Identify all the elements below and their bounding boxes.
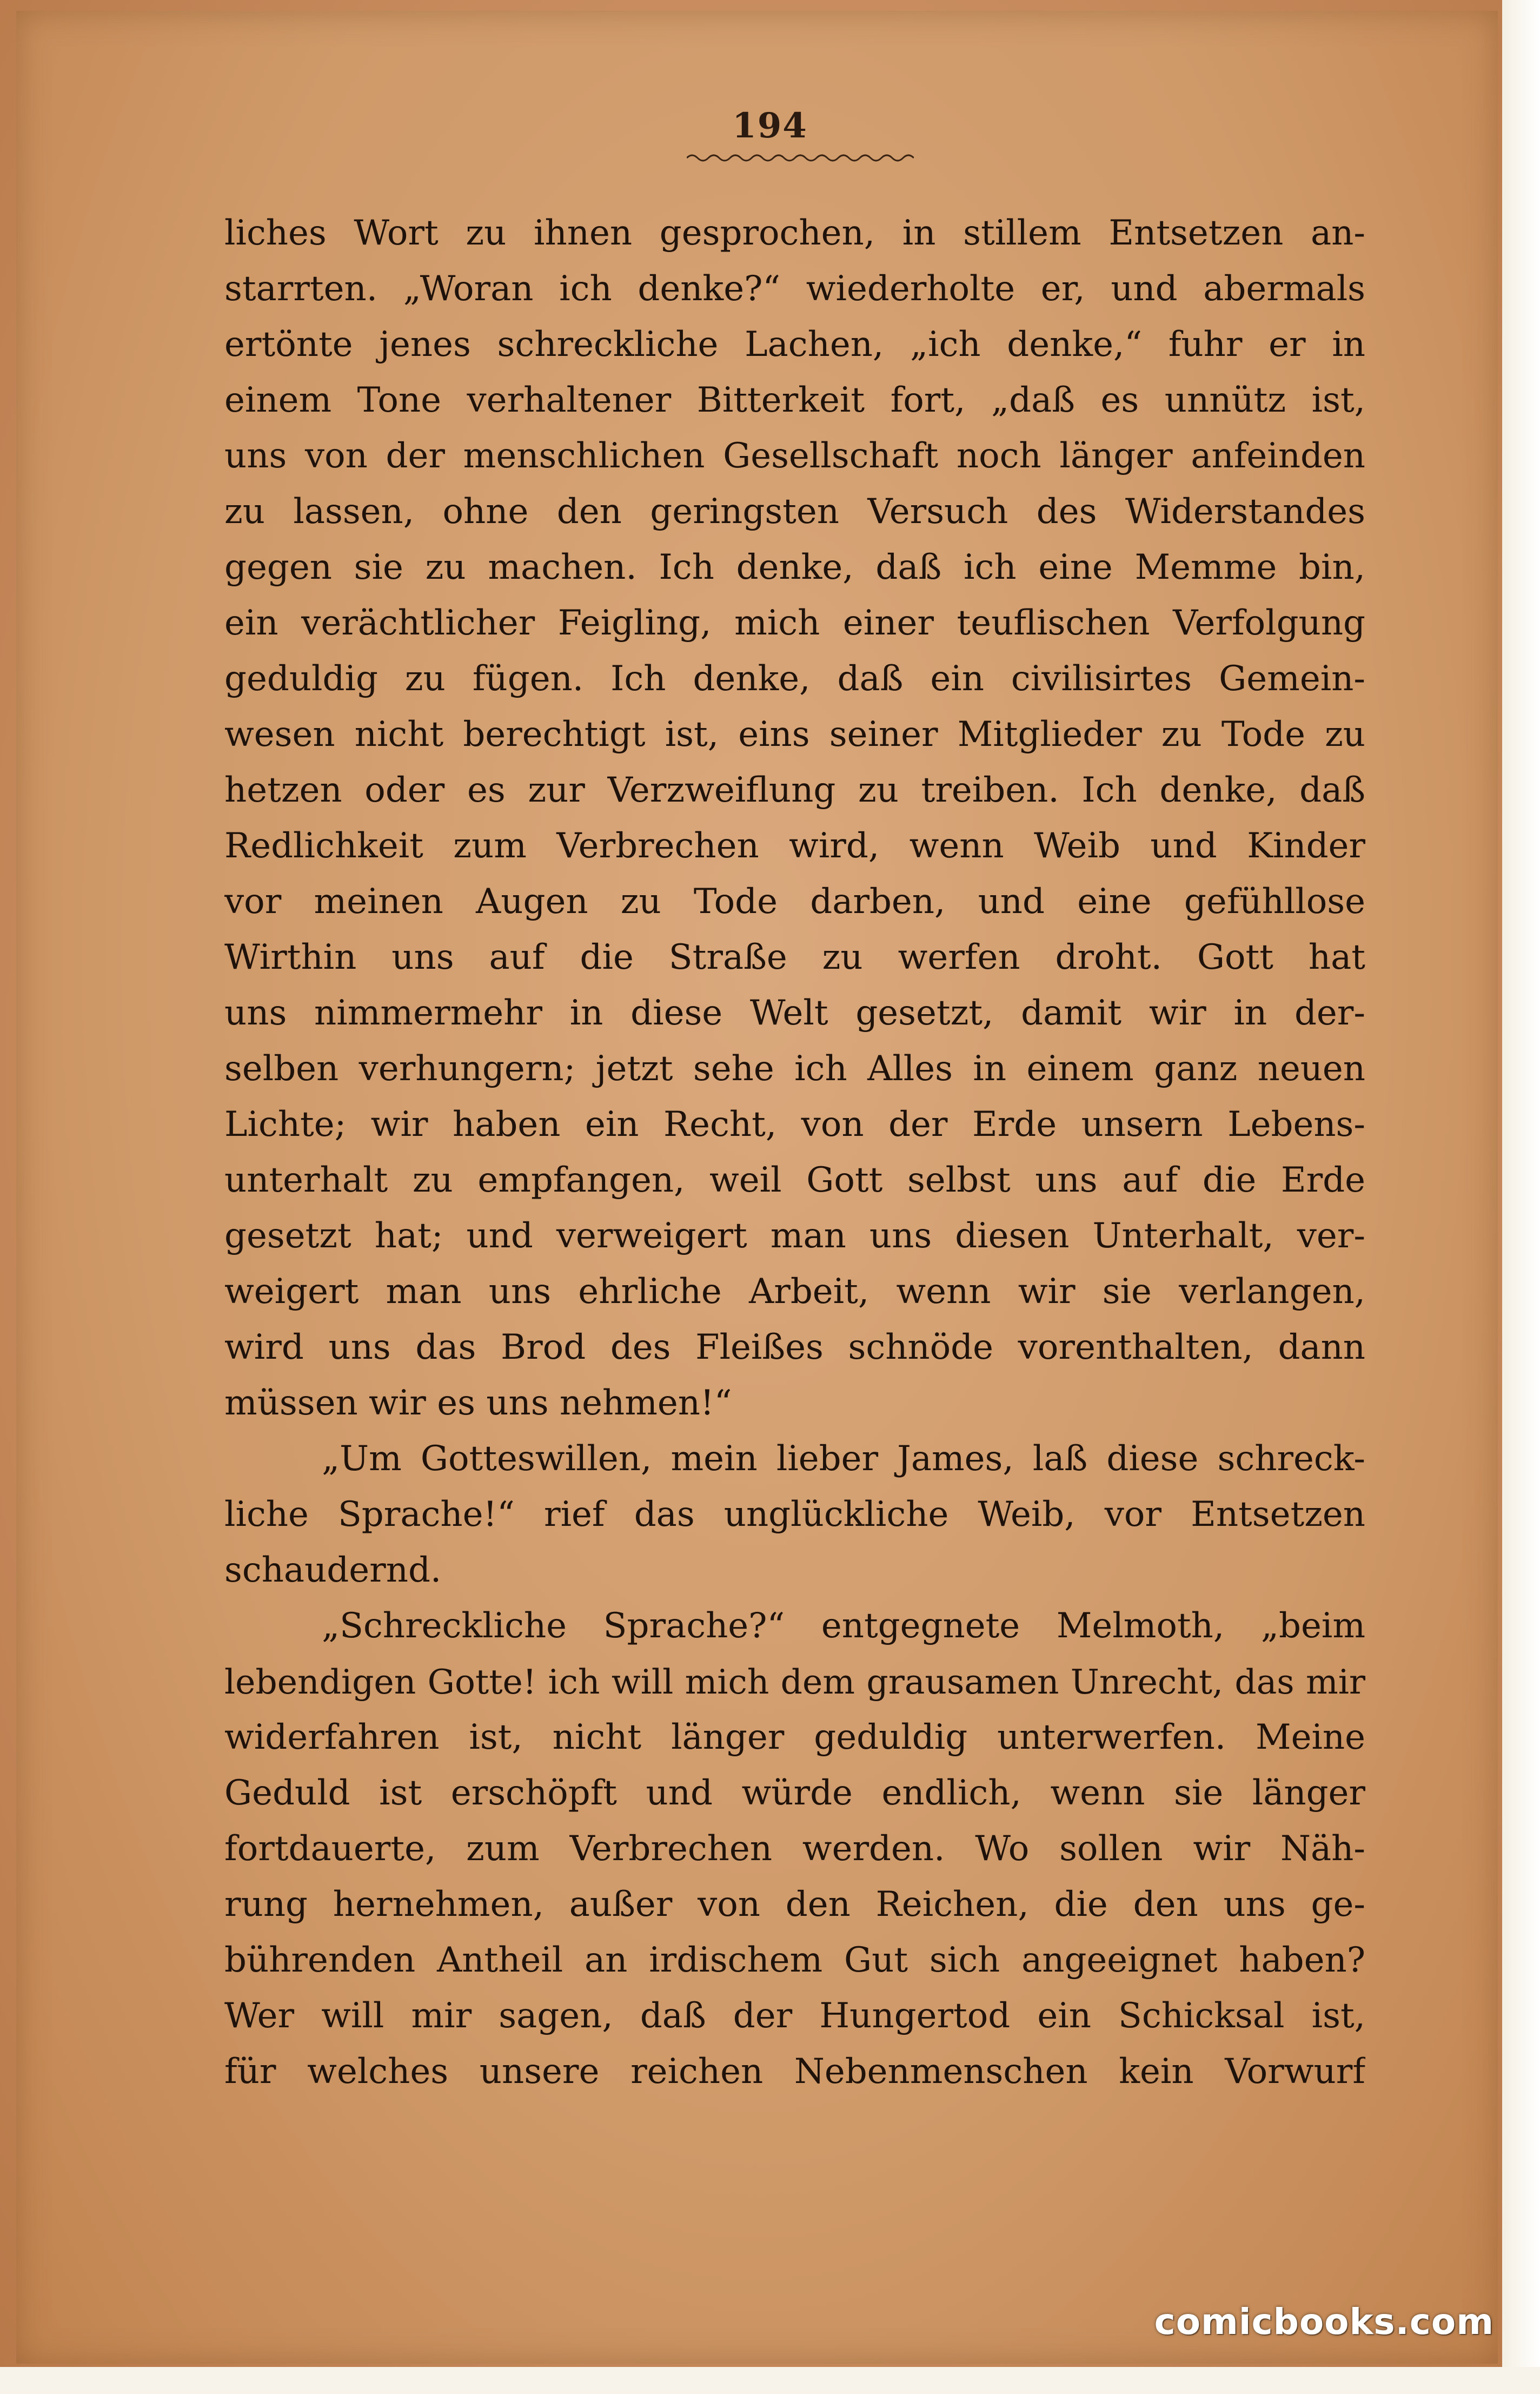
body-text [224,206,1365,2100]
text-line: einem Tone verhaltener Bitterkeit fort, „daß es unnütz ist, [224,380,1365,420]
text-line: schaudernd. [224,1550,442,1590]
text-line: lebendigen Gotte! ich will mich dem grausamen Unrecht, das mir [224,1662,1365,1702]
watermark: comicbooks.com [1154,2301,1494,2343]
text-line: unterhalt zu empfangen, weil Gott selbst uns auf die Erde [224,1160,1365,1200]
text-line: wesen nicht berechtigt ist, eins seiner Mitglieder zu Tode zu [224,715,1365,755]
text-line: zu lassen, ohne den geringsten Versuch des Widerstandes [224,492,1365,532]
text-line: vor meinen Augen zu Tode darben, und eine gefühllose [224,882,1365,922]
text-line: gegen sie zu machen. Ich denke, daß ich eine Memme bin, [224,547,1365,587]
text-line: hetzen oder es zur Verzweiflung zu treiben. Ich denke, daß [224,770,1365,810]
text-line: Geduld ist erschöpft und würde endlich, wenn sie länger [224,1773,1365,1813]
page-number: 194 [732,105,808,146]
text-line: starrten. „Woran ich denke?“ wiederholte er, und abermals [224,269,1365,309]
text-line: uns von der menschlichen Gesellschaft noch länger anfeinden [224,436,1365,476]
text-line: liches Wort zu ihnen gesprochen, in stillem Entsetzen an- [224,213,1365,253]
text-line: für welches unsere reichen Nebenmenschen kein Vorwurf [224,2052,1365,2092]
text-line: Wer will mir sagen, daß der Hungertod ein Schicksal ist, [224,1996,1365,2036]
text-line: Lichte; wir haben ein Recht, von der Erde unsern Lebens- [224,1105,1365,1145]
text-line: ertönte jenes schreckliche Lachen, „ich denke,“ fuhr er in [224,325,1365,365]
text-line: ein verächtlicher Feigling, mich einer teuflischen Verfolgung [224,603,1365,643]
text-line: Redlichkeit zum Verbrechen wird, wenn Weib und Kinder [224,826,1365,866]
text-line: liche Sprache!“ rief das unglückliche Weib, vor Entsetzen [224,1494,1365,1535]
text-line: widerfahren ist, nicht länger geduldig unterwerfen. Meine [224,1717,1365,1757]
text-line: müssen wir es uns nehmen!“ [224,1383,732,1423]
text-line: fortdauerte, zum Verbrechen werden. Wo sollen wir Näh- [224,1829,1365,1869]
ornament-divider [687,151,914,164]
text-line: gesetzt hat; und verweigert man uns diesen Unterhalt, ver- [224,1216,1365,1256]
text-line: „Um Gotteswillen, mein lieber James, laß diese schreck- [322,1439,1365,1479]
text-line: Wirthin uns auf die Straße zu werfen droht. Gott hat [224,937,1365,977]
text-line: geduldig zu fügen. Ich denke, daß ein civilisirtes Gemein- [224,659,1365,699]
page-edge-bottom [0,2367,1540,2394]
text-line: weigert man uns ehrliche Arbeit, wenn wir sie verlangen, [224,1272,1365,1312]
text-line: rung hernehmen, außer von den Reichen, die den uns ge- [224,1884,1365,1925]
page-edge-right [1502,0,1540,2394]
text-line: wird uns das Brod des Fleißes schnöde vorenthalten, dann [224,1327,1365,1367]
text-line: uns nimmermehr in diese Welt gesetzt, damit wir in der- [224,993,1365,1033]
text-line: selben verhungern; jetzt sehe ich Alles in einem ganz neuen [224,1049,1365,1089]
text-line: bührenden Antheil an irdischem Gut sich angeeignet haben? [224,1940,1365,1980]
text-line: „Schreckliche Sprache?“ entgegnete Melmoth, „beim [322,1606,1365,1646]
